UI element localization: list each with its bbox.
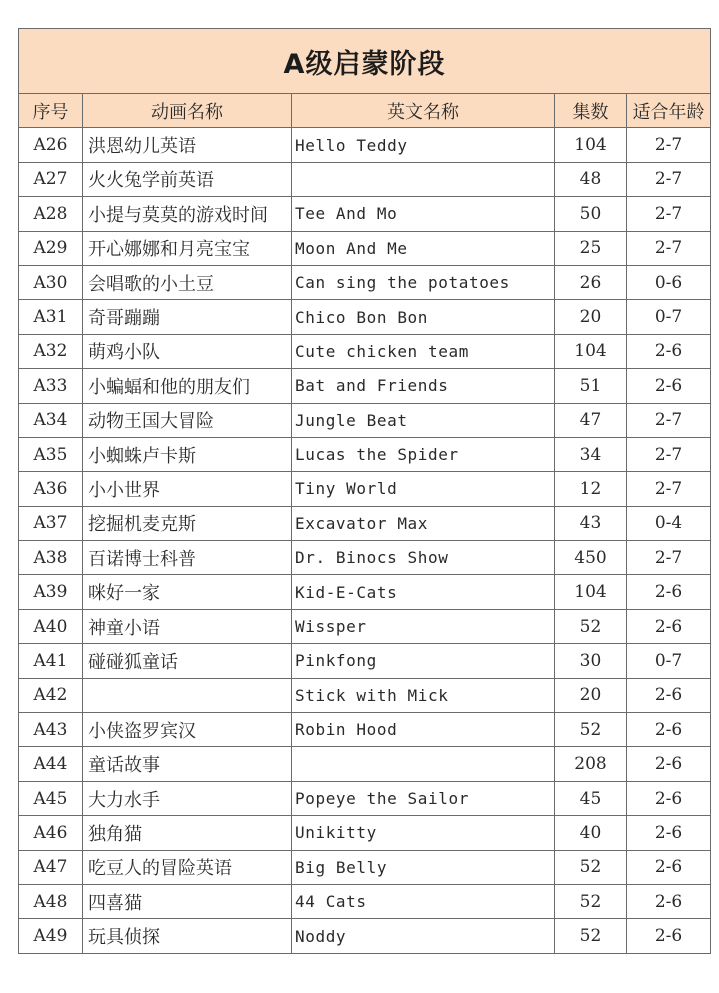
row-en-name-cell: Chico Bon Bon	[292, 300, 555, 334]
header-row	[19, 94, 711, 128]
row-id-cell: A31	[19, 300, 83, 334]
table-row	[19, 369, 711, 403]
row-episodes-cell: 30	[555, 644, 627, 678]
row-id-cell: A35	[19, 437, 83, 471]
table-row	[19, 506, 711, 540]
row-cn-name-cell: 独角猫	[83, 816, 292, 850]
row-episodes-cell: 52	[555, 609, 627, 643]
row-id-cell: A37	[19, 506, 83, 540]
row-id-cell: A27	[19, 162, 83, 196]
row-cn-name-cell: 碰碰狐童话	[83, 644, 292, 678]
row-id-cell: A40	[19, 609, 83, 643]
row-en-name-cell: Dr. Binocs Show	[292, 541, 555, 575]
row-id-cell: A28	[19, 197, 83, 231]
table-row	[19, 472, 711, 506]
row-cn-name-cell: 洪恩幼儿英语	[83, 128, 292, 162]
header-id: 序号	[19, 94, 83, 128]
row-id-cell: A30	[19, 265, 83, 299]
row-episodes-cell: 48	[555, 162, 627, 196]
row-cn-name-cell: 会唱歌的小土豆	[83, 265, 292, 299]
table-row	[19, 265, 711, 299]
row-episodes-cell: 34	[555, 437, 627, 471]
table-row	[19, 816, 711, 850]
row-episodes-cell: 52	[555, 713, 627, 747]
row-age-cell: 2-6	[627, 369, 711, 403]
row-en-name-cell: Cute chicken team	[292, 334, 555, 368]
row-cn-name-cell: 动物王国大冒险	[83, 403, 292, 437]
row-id-cell: A32	[19, 334, 83, 368]
row-id-cell: A34	[19, 403, 83, 437]
row-id-cell: A48	[19, 884, 83, 918]
table-row	[19, 541, 711, 575]
table-row	[19, 128, 711, 162]
row-age-cell: 2-7	[627, 437, 711, 471]
row-episodes-cell: 40	[555, 816, 627, 850]
table-row	[19, 747, 711, 781]
row-en-name-cell: Kid-E-Cats	[292, 575, 555, 609]
row-age-cell: 2-6	[627, 850, 711, 884]
row-age-cell: 2-7	[627, 231, 711, 265]
row-en-name-cell: Popeye the Sailor	[292, 781, 555, 815]
row-episodes-cell: 52	[555, 919, 627, 953]
row-episodes-cell: 12	[555, 472, 627, 506]
row-age-cell: 2-6	[627, 575, 711, 609]
row-age-cell: 2-6	[627, 609, 711, 643]
table-row	[19, 334, 711, 368]
row-en-name-cell: Can sing the potatoes	[292, 265, 555, 299]
row-en-name-cell	[292, 162, 555, 196]
row-age-cell: 2-7	[627, 403, 711, 437]
row-cn-name-cell: 萌鸡小队	[83, 334, 292, 368]
row-id-cell: A44	[19, 747, 83, 781]
row-episodes-cell: 52	[555, 884, 627, 918]
row-episodes-cell: 25	[555, 231, 627, 265]
row-episodes-cell: 52	[555, 850, 627, 884]
row-en-name-cell: Tee And Mo	[292, 197, 555, 231]
table-body	[19, 128, 711, 953]
row-age-cell: 2-7	[627, 472, 711, 506]
row-episodes-cell: 20	[555, 678, 627, 712]
row-cn-name-cell	[83, 678, 292, 712]
row-cn-name-cell: 神童小语	[83, 609, 292, 643]
row-age-cell: 2-6	[627, 678, 711, 712]
table-row	[19, 850, 711, 884]
row-episodes-cell: 47	[555, 403, 627, 437]
row-cn-name-cell: 小提与莫莫的游戏时间	[83, 197, 292, 231]
row-en-name-cell: Lucas the Spider	[292, 437, 555, 471]
row-cn-name-cell: 挖掘机麦克斯	[83, 506, 292, 540]
row-en-name-cell: Big Belly	[292, 850, 555, 884]
row-episodes-cell: 104	[555, 334, 627, 368]
row-en-name-cell: Noddy	[292, 919, 555, 953]
table-row	[19, 781, 711, 815]
table-row	[19, 197, 711, 231]
row-en-name-cell: Moon And Me	[292, 231, 555, 265]
table-row	[19, 678, 711, 712]
row-age-cell: 0-7	[627, 644, 711, 678]
header-cn-name: 动画名称	[83, 94, 292, 128]
row-id-cell: A47	[19, 850, 83, 884]
row-cn-name-cell: 小小世界	[83, 472, 292, 506]
row-age-cell: 2-6	[627, 747, 711, 781]
row-cn-name-cell: 小蝙蝠和他的朋友们	[83, 369, 292, 403]
row-age-cell: 2-6	[627, 919, 711, 953]
table-row	[19, 231, 711, 265]
row-cn-name-cell: 百诺博士科普	[83, 541, 292, 575]
header-episodes: 集数	[555, 94, 627, 128]
row-id-cell: A49	[19, 919, 83, 953]
row-id-cell: A36	[19, 472, 83, 506]
row-cn-name-cell: 开心娜娜和月亮宝宝	[83, 231, 292, 265]
row-en-name-cell: Jungle Beat	[292, 403, 555, 437]
row-age-cell: 0-7	[627, 300, 711, 334]
row-id-cell: A41	[19, 644, 83, 678]
row-id-cell: A45	[19, 781, 83, 815]
row-cn-name-cell: 四喜猫	[83, 884, 292, 918]
row-age-cell: 2-6	[627, 781, 711, 815]
row-id-cell: A42	[19, 678, 83, 712]
row-cn-name-cell: 童话故事	[83, 747, 292, 781]
row-id-cell: A38	[19, 541, 83, 575]
row-cn-name-cell: 吃豆人的冒险英语	[83, 850, 292, 884]
row-cn-name-cell: 火火兔学前英语	[83, 162, 292, 196]
table-row	[19, 437, 711, 471]
row-en-name-cell	[292, 747, 555, 781]
table-row	[19, 713, 711, 747]
row-en-name-cell: Robin Hood	[292, 713, 555, 747]
row-episodes-cell: 50	[555, 197, 627, 231]
table-title: A级启蒙阶段	[19, 29, 711, 94]
row-age-cell: 2-6	[627, 884, 711, 918]
row-cn-name-cell: 奇哥蹦蹦	[83, 300, 292, 334]
row-cn-name-cell: 玩具侦探	[83, 919, 292, 953]
table-row	[19, 919, 711, 953]
table-row	[19, 884, 711, 918]
cartoon-list-sheet	[18, 28, 710, 954]
table-row	[19, 300, 711, 334]
row-id-cell: A33	[19, 369, 83, 403]
row-episodes-cell: 450	[555, 541, 627, 575]
row-en-name-cell: Excavator Max	[292, 506, 555, 540]
table-row	[19, 403, 711, 437]
row-episodes-cell: 43	[555, 506, 627, 540]
row-en-name-cell: Stick with Mick	[292, 678, 555, 712]
row-en-name-cell: 44 Cats	[292, 884, 555, 918]
row-id-cell: A26	[19, 128, 83, 162]
row-age-cell: 2-6	[627, 816, 711, 850]
row-episodes-cell: 208	[555, 747, 627, 781]
row-age-cell: 2-7	[627, 128, 711, 162]
header-age: 适合年龄	[627, 94, 711, 128]
row-age-cell: 2-6	[627, 334, 711, 368]
row-id-cell: A43	[19, 713, 83, 747]
table-row	[19, 575, 711, 609]
row-en-name-cell: Pinkfong	[292, 644, 555, 678]
row-en-name-cell: Wissper	[292, 609, 555, 643]
table-row	[19, 644, 711, 678]
row-cn-name-cell: 大力水手	[83, 781, 292, 815]
row-cn-name-cell: 小蜘蛛卢卡斯	[83, 437, 292, 471]
row-cn-name-cell: 咪好一家	[83, 575, 292, 609]
row-age-cell: 0-4	[627, 506, 711, 540]
row-episodes-cell: 104	[555, 575, 627, 609]
row-episodes-cell: 51	[555, 369, 627, 403]
row-episodes-cell: 26	[555, 265, 627, 299]
row-en-name-cell: Tiny World	[292, 472, 555, 506]
row-id-cell: A39	[19, 575, 83, 609]
row-age-cell: 0-6	[627, 265, 711, 299]
row-id-cell: A29	[19, 231, 83, 265]
header-en-name: 英文名称	[292, 94, 555, 128]
row-en-name-cell: Hello Teddy	[292, 128, 555, 162]
row-en-name-cell: Bat and Friends	[292, 369, 555, 403]
cartoon-table	[18, 28, 711, 954]
row-cn-name-cell: 小侠盗罗宾汉	[83, 713, 292, 747]
row-age-cell: 2-6	[627, 713, 711, 747]
row-age-cell: 2-7	[627, 197, 711, 231]
table-row	[19, 609, 711, 643]
row-id-cell: A46	[19, 816, 83, 850]
table-row	[19, 162, 711, 196]
row-en-name-cell: Unikitty	[292, 816, 555, 850]
row-age-cell: 2-7	[627, 541, 711, 575]
row-episodes-cell: 20	[555, 300, 627, 334]
row-age-cell: 2-7	[627, 162, 711, 196]
row-episodes-cell: 45	[555, 781, 627, 815]
row-episodes-cell: 104	[555, 128, 627, 162]
